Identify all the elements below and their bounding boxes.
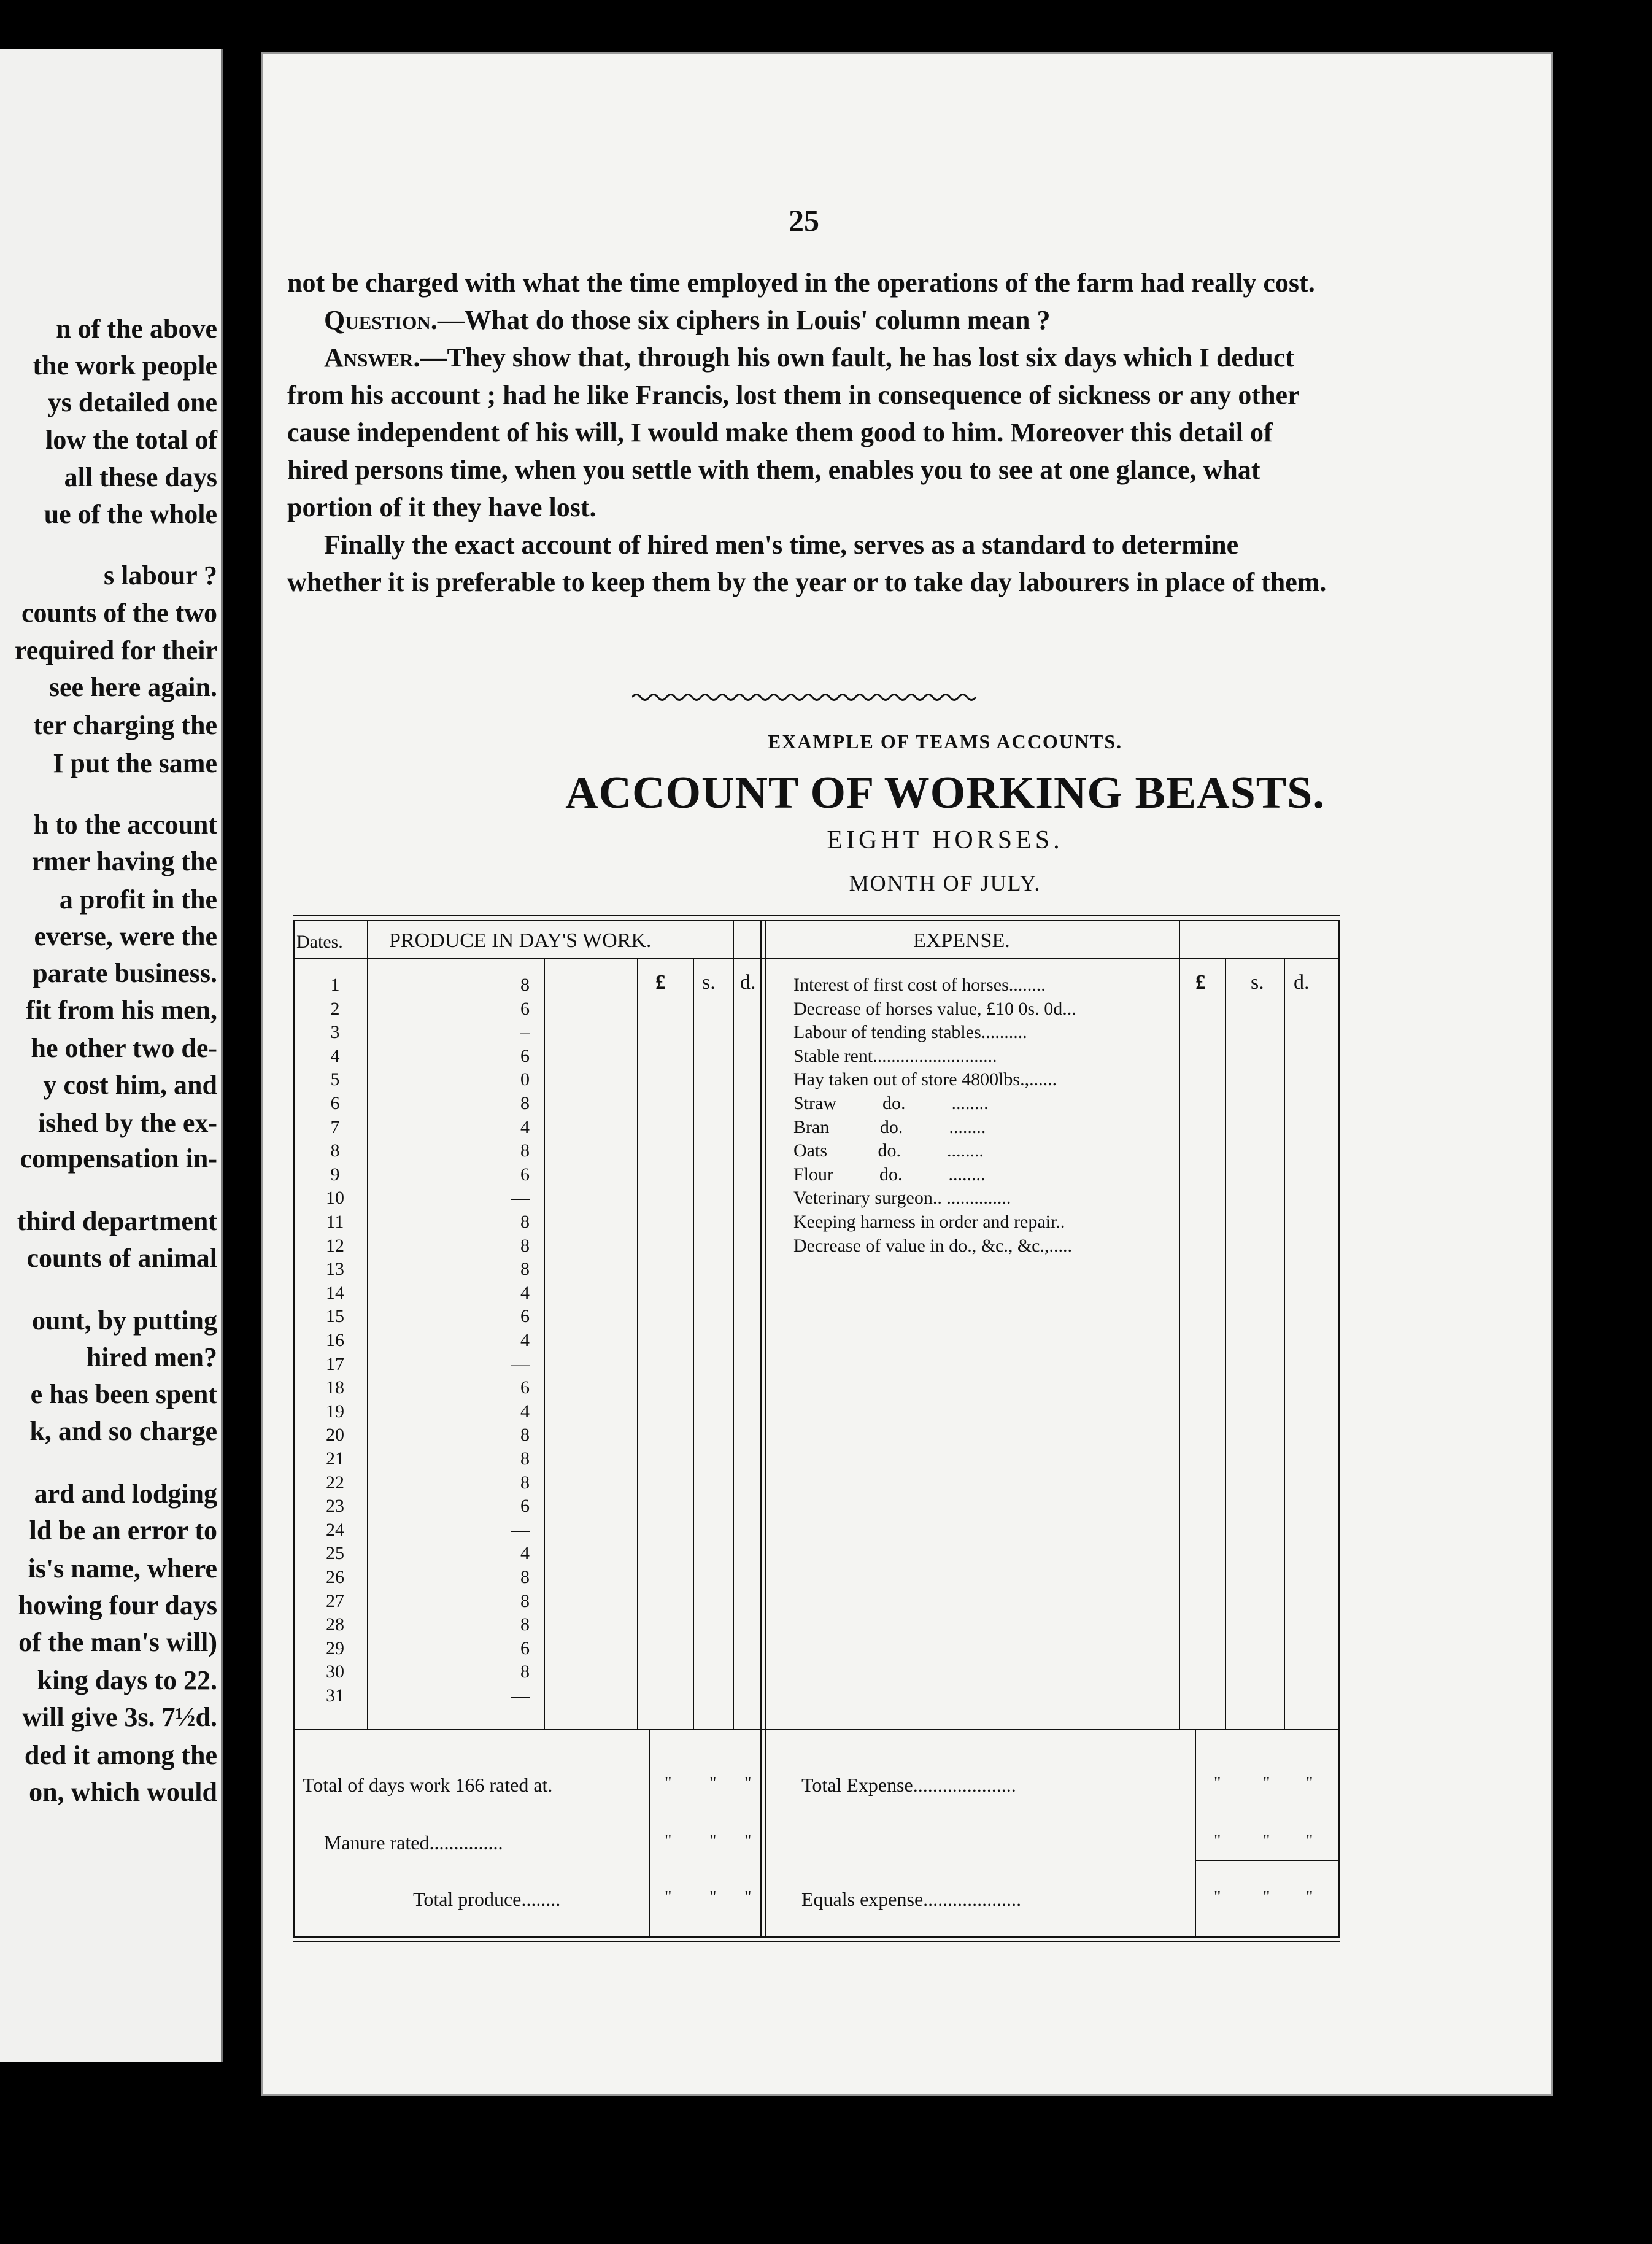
- header-dates: Dates.: [296, 932, 343, 952]
- paragraph-continuation: not be charged with what the time employed in the operations of the farm had really cost.: [287, 268, 1315, 298]
- days-work-cell: —: [511, 1188, 530, 1209]
- date-cell: 23: [326, 1496, 344, 1517]
- days-work-cell: 6: [520, 1164, 530, 1185]
- days-work-cell: —: [511, 1685, 530, 1706]
- ditto-mark: ": [709, 1832, 717, 1851]
- left-page-line: on, which would: [29, 1777, 217, 1807]
- days-work-cell: 8: [520, 1614, 530, 1635]
- date-cell: 24: [326, 1519, 344, 1540]
- date-cell: 1: [330, 975, 340, 995]
- left-page-line: s labour ?: [103, 560, 217, 590]
- days-work-cell: 8: [520, 1567, 530, 1587]
- expense-item: Veterinary surgeon.. ..............: [793, 1188, 1011, 1209]
- date-cell: 28: [326, 1614, 344, 1635]
- left-page-line: compensation in-: [20, 1143, 217, 1174]
- left-page-line: he other two de-: [31, 1033, 217, 1063]
- left-page-line: y cost him, and: [43, 1070, 217, 1100]
- answer-paragraph: [287, 339, 1330, 526]
- account-month: MONTH OF JULY.: [849, 871, 1041, 896]
- ditto-mark: ": [709, 1888, 717, 1907]
- date-cell: 29: [326, 1638, 344, 1658]
- days-work-cell: 8: [520, 1425, 530, 1445]
- left-page-line: required for their: [15, 635, 217, 665]
- expense-item: Flour do. ........: [793, 1164, 986, 1185]
- expense-item: Bran do. ........: [793, 1116, 986, 1137]
- date-cell: 27: [326, 1590, 344, 1611]
- days-work-cell: 4: [520, 1282, 530, 1303]
- days-work-cell: 4: [520, 1401, 530, 1422]
- date-cell: 2: [330, 998, 340, 1019]
- left-page-line: fit from his men,: [25, 995, 217, 1025]
- date-cell: 30: [326, 1662, 344, 1682]
- date-cell: 6: [330, 1093, 340, 1113]
- days-work-cell: 8: [520, 1259, 530, 1280]
- days-work-cell: 6: [520, 1496, 530, 1517]
- manure-label: Manure rated...............: [324, 1832, 503, 1854]
- ditto-mark: ": [1306, 1888, 1313, 1907]
- date-cell: 11: [326, 1212, 344, 1232]
- date-cell: 15: [326, 1306, 344, 1327]
- expense-item: Decrease of horses value, £10 0s. 0d...: [793, 998, 1076, 1019]
- left-page-line: all these days: [64, 462, 217, 492]
- left-page-line: rmer having the: [31, 846, 217, 876]
- example-heading: EXAMPLE OF TEAMS ACCOUNTS.: [767, 730, 1123, 753]
- ditto-mark: ": [744, 1774, 752, 1793]
- account-title: ACCOUNT OF WORKING BEASTS.: [565, 768, 1325, 818]
- ditto-mark: ": [1263, 1774, 1270, 1793]
- days-work-cell: 8: [520, 1662, 530, 1682]
- left-page-fragment: [0, 49, 223, 2062]
- date-cell: 14: [326, 1282, 344, 1303]
- expense-item: Interest of first cost of horses........: [793, 975, 1046, 995]
- expense-item: Labour of tending stables..........: [793, 1022, 1027, 1043]
- left-page-line: low the total of: [45, 425, 217, 455]
- left-page-line: of the man's will): [18, 1627, 217, 1657]
- page-number: 25: [789, 203, 819, 238]
- date-cell: 22: [326, 1472, 344, 1493]
- ditto-mark: ": [1263, 1888, 1270, 1907]
- question-text: —What do those six ciphers in Louis' column mean ?: [437, 305, 1051, 335]
- ditto-mark: ": [1214, 1774, 1221, 1793]
- expense-item: Hay taken out of store 4800lbs.,......: [793, 1069, 1057, 1090]
- left-page-line: k, and so charge: [29, 1416, 217, 1446]
- date-cell: 4: [330, 1045, 340, 1066]
- date-cell: 16: [326, 1330, 344, 1350]
- days-work-cell: 4: [520, 1116, 530, 1137]
- left-page-line: everse, were the: [34, 921, 217, 951]
- ditto-mark: ": [709, 1774, 717, 1793]
- left-page-line: parate business.: [33, 958, 217, 988]
- date-cell: 18: [326, 1377, 344, 1398]
- left-page-line: ys detailed one: [47, 387, 217, 417]
- date-cell: 8: [330, 1140, 340, 1161]
- wavy-divider: [632, 691, 982, 704]
- left-page-line: ter charging the: [33, 710, 217, 740]
- days-work-cell: 4: [520, 1330, 530, 1350]
- ditto-mark: ": [665, 1888, 672, 1907]
- days-work-cell: 8: [520, 1235, 530, 1256]
- date-cell: 20: [326, 1425, 344, 1445]
- header-pound-produce: £: [655, 971, 666, 994]
- total-expense-label: Total Expense.....................: [801, 1774, 1016, 1796]
- left-page-line: howing four days: [18, 1590, 217, 1620]
- date-cell: 31: [326, 1685, 344, 1706]
- header-pence-expense: d.: [1294, 971, 1310, 994]
- left-page-line: h to the account: [33, 810, 217, 840]
- expense-item: Stable rent...........................: [793, 1045, 997, 1066]
- left-page-line: ld be an error to: [29, 1515, 217, 1546]
- ditto-mark: ": [1214, 1832, 1221, 1851]
- ditto-mark: ": [1263, 1832, 1270, 1851]
- date-cell: 12: [326, 1235, 344, 1256]
- ditto-mark: ": [665, 1832, 672, 1851]
- left-page-line: ue of the whole: [44, 499, 217, 529]
- days-work-cell: 8: [520, 975, 530, 995]
- days-work-cell: 6: [520, 1306, 530, 1327]
- left-page-line: third department: [17, 1206, 217, 1236]
- days-work-cell: 8: [520, 1140, 530, 1161]
- left-page-line: a profit in the: [59, 884, 217, 915]
- left-page-line: n of the above: [56, 314, 217, 344]
- left-page-line: king days to 22.: [37, 1665, 217, 1695]
- question-paragraph: [287, 301, 1330, 339]
- account-subtitle: EIGHT HORSES.: [827, 826, 1063, 854]
- date-cell: 21: [326, 1449, 344, 1469]
- date-cell: 10: [326, 1188, 344, 1209]
- left-page-line: e has been spent: [30, 1379, 217, 1409]
- days-work-cell: 8: [520, 1093, 530, 1113]
- left-page-line: ded it among the: [24, 1740, 217, 1770]
- left-page-line: ount, by putting: [31, 1306, 217, 1336]
- body-text: [287, 264, 1330, 601]
- days-work-cell: —: [511, 1353, 530, 1374]
- left-page-line: ard and lodging: [34, 1479, 217, 1509]
- days-work-cell: 0: [520, 1069, 530, 1090]
- answer-text: —They show that, through his own fault, he has lost six days which I deduct from his account ; had he like Francis, lost them in consequence of sickness or any other cause independent of his will, I would make them good to him. Moreover this detail of hired persons time, when you settle with them, enables you to see at one glance, what portion of it they have lost.: [287, 342, 1299, 522]
- left-page-line: ished by the ex-: [37, 1108, 217, 1138]
- ditto-mark: ": [665, 1774, 672, 1793]
- ditto-mark: ": [1306, 1832, 1313, 1851]
- date-cell: 5: [330, 1069, 340, 1090]
- date-cell: 19: [326, 1401, 344, 1422]
- date-cell: 7: [330, 1116, 340, 1137]
- date-cell: 13: [326, 1259, 344, 1280]
- days-work-cell: —: [511, 1519, 530, 1540]
- header-pence-produce: d.: [740, 971, 756, 994]
- days-work-cell: 8: [520, 1590, 530, 1611]
- header-shilling-expense: s.: [1251, 971, 1264, 994]
- account-table: [293, 915, 1340, 1946]
- header-shilling-produce: s.: [702, 971, 716, 994]
- expense-item: Keeping harness in order and repair..: [793, 1212, 1065, 1232]
- total-days-work-label: Total of days work 166 rated at.: [303, 1774, 553, 1796]
- days-work-cell: 4: [520, 1543, 530, 1564]
- ditto-mark: ": [744, 1888, 752, 1907]
- expense-item: Oats do. ........: [793, 1140, 984, 1161]
- ditto-mark: ": [1214, 1888, 1221, 1907]
- date-cell: 9: [330, 1164, 340, 1185]
- question-label: Question.: [324, 305, 438, 335]
- days-work-cell: 8: [520, 1472, 530, 1493]
- days-work-cell: 6: [520, 1045, 530, 1066]
- left-page-line: the work people: [33, 350, 217, 381]
- answer-label: Answer.: [324, 342, 420, 373]
- left-page-line: counts of animal: [26, 1243, 217, 1273]
- days-work-cell: 6: [520, 1638, 530, 1658]
- header-pound-expense: £: [1195, 971, 1206, 994]
- ditto-mark: ": [744, 1832, 752, 1851]
- days-work-cell: 6: [520, 1377, 530, 1398]
- equals-expense-label: Equals expense....................: [801, 1888, 1022, 1910]
- header-produce: PRODUCE IN DAY'S WORK.: [389, 929, 652, 952]
- days-work-cell: –: [520, 1022, 530, 1043]
- days-work-cell: 8: [520, 1449, 530, 1469]
- left-page-line: see here again.: [48, 672, 217, 702]
- header-expense: EXPENSE.: [913, 929, 1010, 952]
- date-cell: 25: [326, 1543, 344, 1564]
- date-cell: 26: [326, 1567, 344, 1587]
- total-produce-label: Total produce........: [413, 1888, 561, 1910]
- left-page-line: will give 3s. 7½d.: [22, 1702, 217, 1732]
- expense-item: Straw do. ........: [793, 1093, 989, 1113]
- date-cell: 17: [326, 1353, 344, 1374]
- left-page-line: is's name, where: [28, 1553, 217, 1584]
- days-work-cell: 6: [520, 998, 530, 1019]
- left-page-line: I put the same: [53, 748, 217, 778]
- expense-item: Decrease of value in do., &c., &c.,.....: [793, 1235, 1072, 1256]
- date-cell: 3: [330, 1022, 340, 1043]
- final-paragraph: Finally the exact account of hired men's time, serves as a standard to determine whether it is preferable to keep them by the year or to take day labourers in place of them.: [287, 530, 1327, 597]
- ditto-mark: ": [1306, 1774, 1313, 1793]
- left-page-line: counts of the two: [21, 598, 217, 628]
- days-work-cell: 8: [520, 1212, 530, 1232]
- left-page-line: hired men?: [86, 1342, 217, 1372]
